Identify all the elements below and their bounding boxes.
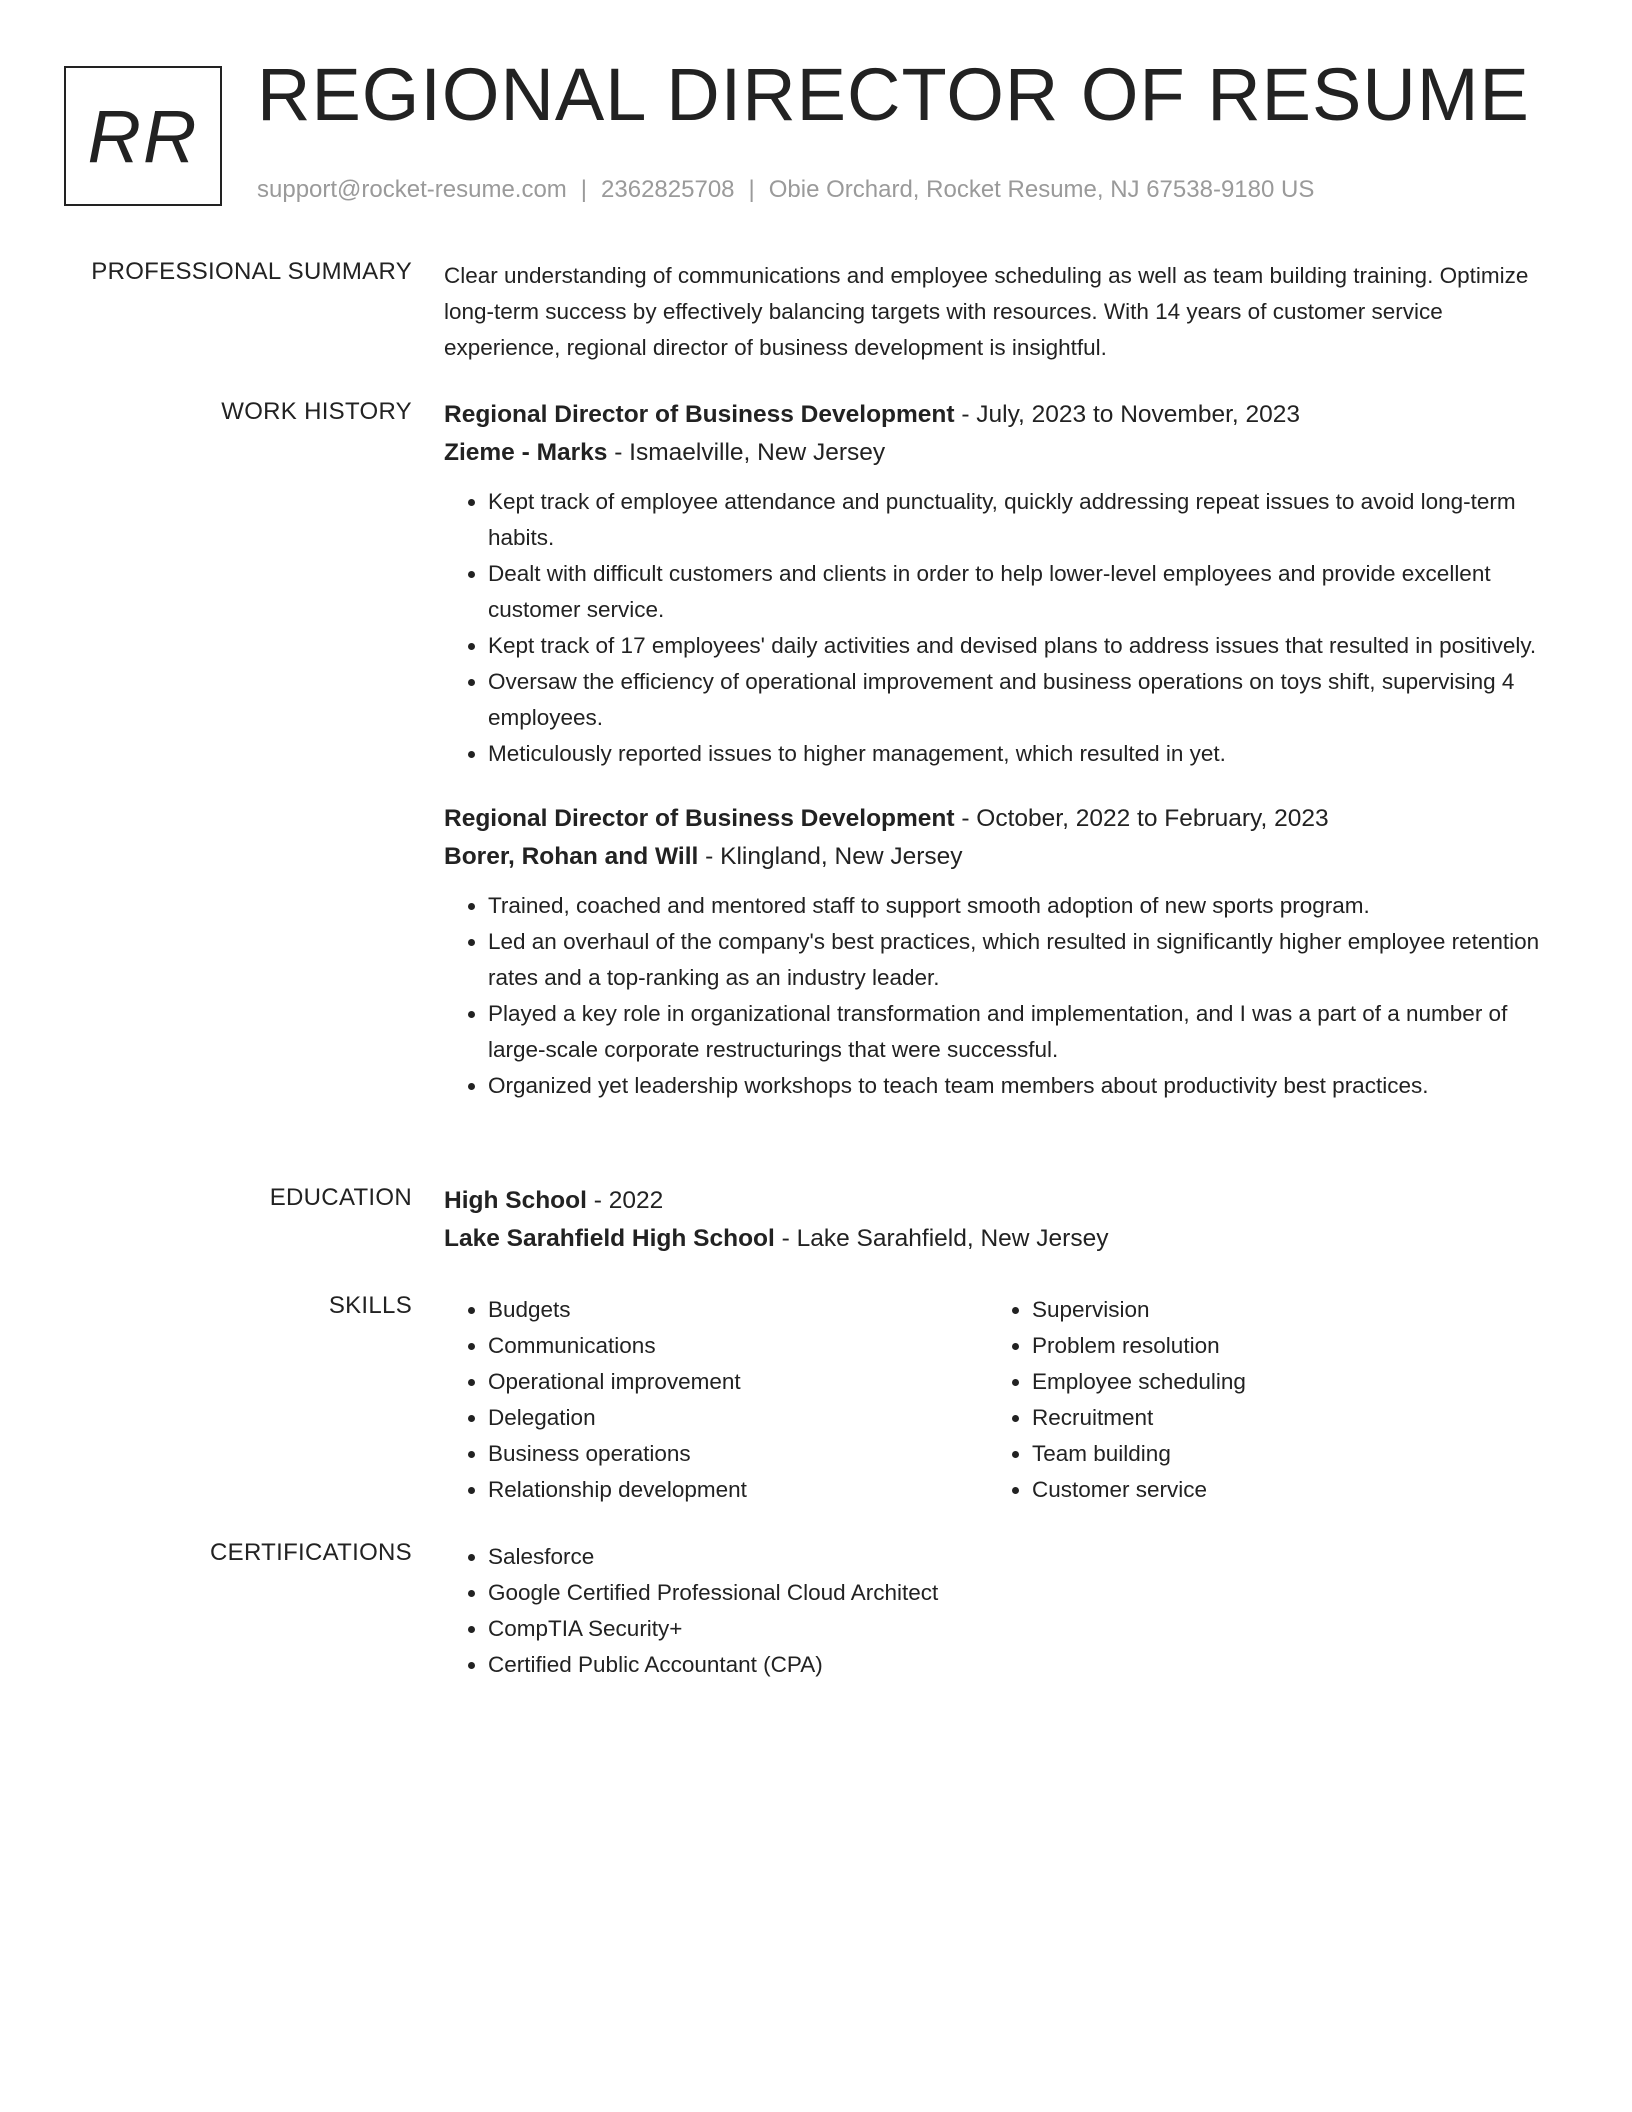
list-item: • Salesforce xyxy=(488,1539,1544,1575)
education-body xyxy=(444,1182,1544,1258)
skills-list-left xyxy=(444,1292,747,1508)
contact-phone: 2362825708 xyxy=(601,176,735,203)
education-location: - Lake Sarahfield, New Jersey xyxy=(774,1225,1109,1252)
list-item: • Played a key role in organizational transformation and implementation, and I was a part of a number of large-scale corporate restructurings that were successful. xyxy=(488,996,1544,1068)
summary-text: Clear understanding of communications and employee scheduling as well as team building training. Optimize long-term success by effectively balancing targets with resources. With 14 years of customer service experience, regional director of business development is insightful. xyxy=(444,263,1529,360)
section-label: EDUCATION xyxy=(269,1184,412,1211)
candidate-name: REGIONAL DIRECTOR OF RESUME xyxy=(257,53,1530,136)
list-item: • Budgets xyxy=(488,1292,747,1328)
skills-column-right xyxy=(988,1292,1246,1508)
list-item: • Kept track of 17 employees' daily activities and devised plans to address issues that resulted in positively. xyxy=(488,628,1544,664)
job-location: - Ismaelville, New Jersey xyxy=(607,439,886,466)
section-label: WORK HISTORY xyxy=(221,398,412,425)
list-item: • Business operations xyxy=(488,1436,747,1472)
list-item: • Dealt with difficult customers and clients in order to help lower-level employees and provide excellent customer service. xyxy=(488,556,1544,628)
section-label: PROFESSIONAL SUMMARY xyxy=(91,258,412,285)
job-company: Zieme - Marks xyxy=(444,439,608,466)
certifications-list xyxy=(444,1539,1544,1683)
list-item: • Customer service xyxy=(1032,1472,1246,1508)
job-entry xyxy=(444,800,1544,1104)
skills-list-right xyxy=(988,1292,1246,1508)
contact-address: Obie Orchard, Rocket Resume, NJ 67538-9180 US xyxy=(768,176,1315,203)
job-dates: - July, 2023 to November, 2023 xyxy=(954,401,1300,428)
list-item: • CompTIA Security+ xyxy=(488,1611,1544,1647)
list-item: • Supervision xyxy=(1032,1292,1246,1328)
list-item: • Certified Public Accountant (CPA) xyxy=(488,1647,1544,1683)
education-degree: High School xyxy=(444,1187,587,1214)
job-company-line xyxy=(444,434,1544,472)
job-location: - Klingland, New Jersey xyxy=(698,843,963,870)
job-dates: - October, 2022 to February, 2023 xyxy=(954,805,1329,832)
contact-separator: | xyxy=(580,176,588,203)
job-company: Borer, Rohan and Will xyxy=(444,843,699,870)
work-history-body xyxy=(444,396,1544,1104)
list-item: • Delegation xyxy=(488,1400,747,1436)
list-item: • Kept track of employee attendance and punctuality, quickly addressing repeat issues to avoid long-term habits. xyxy=(488,484,1544,556)
list-item: • Google Certified Professional Cloud Architect xyxy=(488,1575,1544,1611)
certifications-body xyxy=(444,1539,1544,1683)
contact-email: support@rocket-resume.com xyxy=(257,176,567,203)
list-item: • Meticulously reported issues to higher management, which resulted in yet. xyxy=(488,736,1544,772)
monogram-logo: RR xyxy=(64,66,222,206)
list-item: • Led an overhaul of the company's best practices, which resulted in significantly higher employee retention rates and a top-ranking as an industry leader. xyxy=(488,924,1544,996)
list-item: • Oversaw the efficiency of operational improvement and business operations on toys shift, supervising 4 employees. xyxy=(488,664,1544,736)
job-company-line xyxy=(444,838,1544,876)
skills-column-left xyxy=(444,1292,747,1508)
section-label: CERTIFICATIONS xyxy=(210,1539,412,1566)
job-entry xyxy=(444,396,1544,772)
contact-line xyxy=(257,176,1314,204)
list-item: • Problem resolution xyxy=(1032,1328,1246,1364)
job-title: Regional Director of Business Development xyxy=(444,401,955,428)
list-item: • Communications xyxy=(488,1328,747,1364)
section-label: SKILLS xyxy=(328,1292,412,1319)
list-item: • Trained, coached and mentored staff to support smooth adoption of new sports program. xyxy=(488,888,1544,924)
education-year: - 2022 xyxy=(586,1187,664,1214)
list-item: • Recruitment xyxy=(1032,1400,1246,1436)
job-bullets xyxy=(444,484,1544,772)
job-title-line xyxy=(444,396,1544,434)
education-school: Lake Sarahfield High School xyxy=(444,1225,775,1252)
list-item: • Team building xyxy=(1032,1436,1246,1472)
list-item: • Operational improvement xyxy=(488,1364,747,1400)
job-bullets xyxy=(444,888,1544,1104)
job-title-line xyxy=(444,800,1544,838)
list-item: • Relationship development xyxy=(488,1472,747,1508)
education-school-line xyxy=(444,1220,1544,1258)
list-item: • Employee scheduling xyxy=(1032,1364,1246,1400)
education-degree-line xyxy=(444,1182,1544,1220)
list-item: • Organized yet leadership workshops to teach team members about productivity best practices. xyxy=(488,1068,1544,1104)
job-title: Regional Director of Business Development xyxy=(444,805,955,832)
contact-separator: | xyxy=(748,176,755,203)
